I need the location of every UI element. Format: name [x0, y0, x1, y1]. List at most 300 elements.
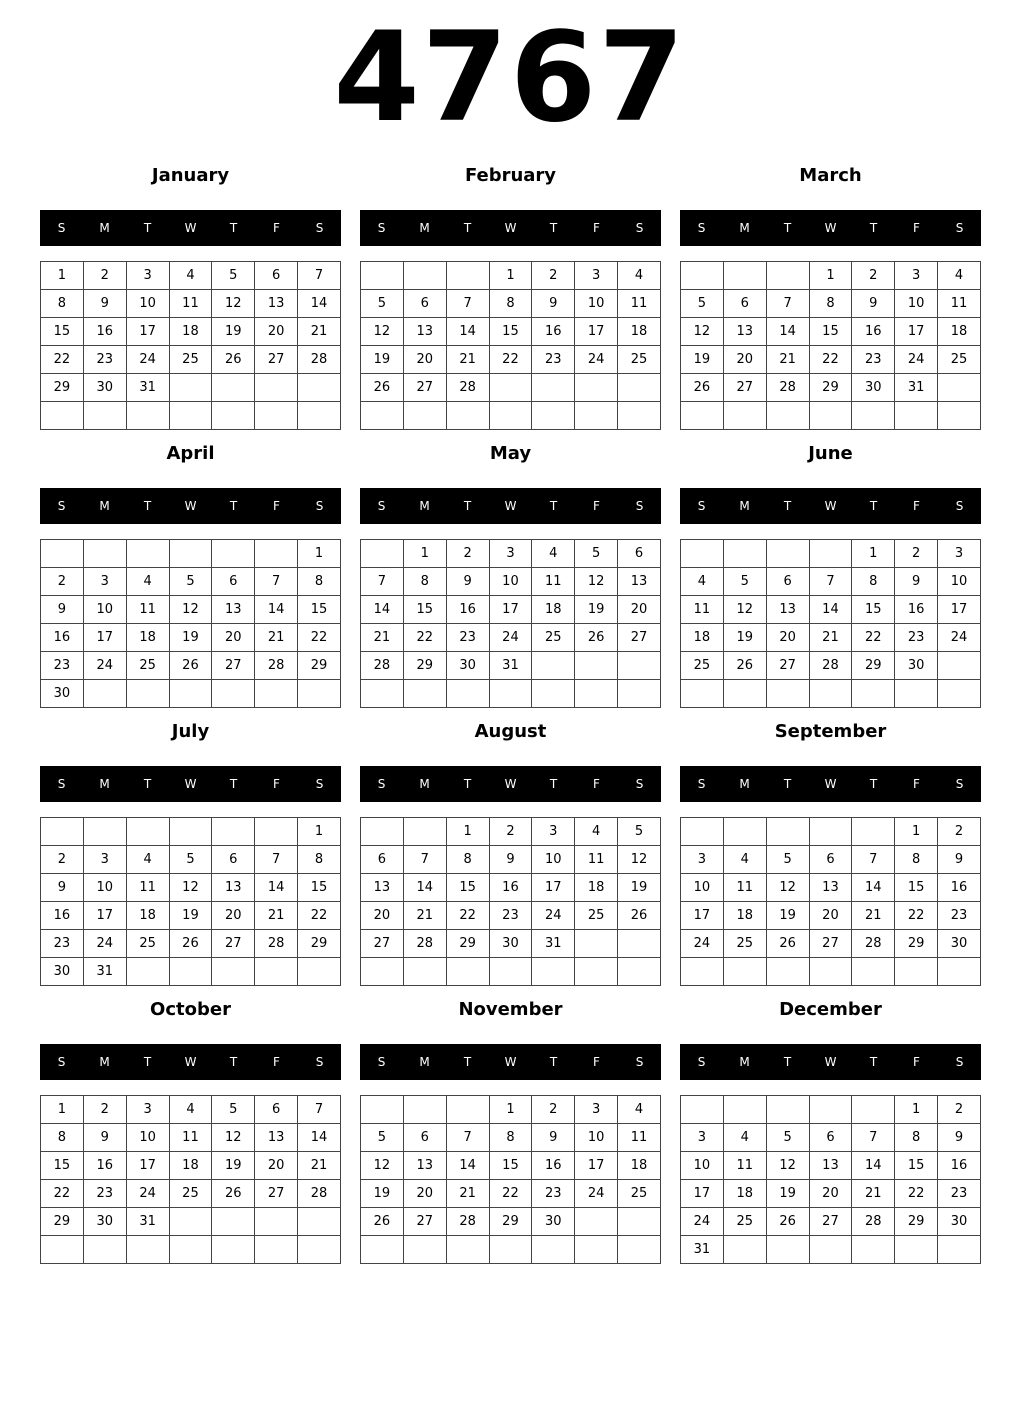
- day-cell: 8: [895, 846, 938, 874]
- empty-day-cell: [938, 958, 981, 986]
- weekday-label: T: [869, 221, 878, 235]
- day-cell: 13: [403, 318, 446, 346]
- week-row: [681, 874, 981, 902]
- weekday-label: S: [955, 777, 964, 791]
- week-row: [361, 874, 661, 902]
- empty-day-cell: [723, 680, 766, 708]
- week-row: [681, 1180, 981, 1208]
- empty-day-cell: [169, 402, 212, 430]
- day-cell: 23: [41, 652, 84, 680]
- weekday-label: S: [697, 1055, 706, 1069]
- day-cell: 17: [895, 318, 938, 346]
- empty-day-cell: [575, 930, 618, 958]
- day-cell: 26: [575, 624, 618, 652]
- weekday-label: T: [549, 499, 558, 513]
- day-cell: 30: [489, 930, 532, 958]
- empty-day-cell: [83, 402, 126, 430]
- weekday-label: T: [143, 221, 152, 235]
- day-cell: 29: [298, 652, 341, 680]
- day-cell: 22: [403, 624, 446, 652]
- weekday-label: S: [377, 777, 386, 791]
- empty-day-cell: [126, 958, 169, 986]
- day-cell: 4: [126, 568, 169, 596]
- day-cell: 5: [575, 540, 618, 568]
- day-cell: 18: [938, 318, 981, 346]
- day-cell: 12: [212, 290, 255, 318]
- empty-day-cell: [169, 1208, 212, 1236]
- day-cell: 3: [83, 846, 126, 874]
- month-title: August: [474, 721, 547, 742]
- day-cell: 7: [852, 846, 895, 874]
- day-cell: 31: [895, 374, 938, 402]
- day-cell: 23: [83, 346, 126, 374]
- day-cell: 24: [895, 346, 938, 374]
- day-cell: 29: [852, 652, 895, 680]
- weekday-label: W: [504, 1055, 517, 1069]
- day-cell: 18: [169, 1152, 212, 1180]
- week-row: [361, 902, 661, 930]
- week-row: [681, 1236, 981, 1264]
- day-cell: 9: [83, 290, 126, 318]
- empty-day-cell: [618, 1236, 661, 1264]
- weekday-label: S: [57, 777, 66, 791]
- weekday-label: T: [783, 499, 792, 513]
- week-row: [681, 1096, 981, 1124]
- day-cell: 7: [852, 1124, 895, 1152]
- week-row: [41, 958, 341, 986]
- day-cell: 14: [255, 874, 298, 902]
- day-cell: 6: [618, 540, 661, 568]
- weekday-header: [680, 766, 981, 802]
- day-cell: 5: [361, 1124, 404, 1152]
- day-cell: 18: [723, 1180, 766, 1208]
- week-row: [681, 624, 981, 652]
- empty-day-cell: [809, 540, 852, 568]
- empty-day-cell: [361, 1236, 404, 1264]
- weekday-label: M: [739, 1055, 750, 1069]
- day-cell: 15: [809, 318, 852, 346]
- empty-day-cell: [618, 930, 661, 958]
- day-cell: 14: [361, 596, 404, 624]
- week-row: [681, 818, 981, 846]
- empty-day-cell: [361, 262, 404, 290]
- empty-day-cell: [809, 1096, 852, 1124]
- day-cell: 7: [361, 568, 404, 596]
- day-cell: 21: [361, 624, 404, 652]
- day-cell: 31: [83, 958, 126, 986]
- empty-day-cell: [895, 402, 938, 430]
- day-cell: 1: [41, 262, 84, 290]
- empty-day-cell: [41, 1236, 84, 1264]
- empty-day-cell: [532, 1236, 575, 1264]
- day-cell: 1: [446, 818, 489, 846]
- day-cell: 12: [766, 1152, 809, 1180]
- weekday-label: S: [377, 499, 386, 513]
- day-cell: 16: [489, 874, 532, 902]
- day-cell: 9: [938, 1124, 981, 1152]
- day-cell: 22: [489, 1180, 532, 1208]
- week-row: [681, 346, 981, 374]
- day-cell: 16: [852, 318, 895, 346]
- day-cell: 19: [169, 902, 212, 930]
- empty-day-cell: [403, 1096, 446, 1124]
- day-cell: 30: [41, 958, 84, 986]
- empty-day-cell: [361, 818, 404, 846]
- week-row: [361, 958, 661, 986]
- day-cell: 18: [575, 874, 618, 902]
- day-cell: 11: [618, 290, 661, 318]
- empty-day-cell: [255, 1208, 298, 1236]
- week-row: [41, 1236, 341, 1264]
- day-cell: 19: [766, 902, 809, 930]
- day-cell: 24: [575, 1180, 618, 1208]
- empty-day-cell: [532, 652, 575, 680]
- day-cell: 31: [126, 1208, 169, 1236]
- day-cell: 2: [938, 1096, 981, 1124]
- day-cell: 2: [83, 262, 126, 290]
- day-cell: 31: [489, 652, 532, 680]
- weekday-label: S: [635, 1055, 644, 1069]
- week-row: [681, 846, 981, 874]
- week-row: [361, 930, 661, 958]
- week-row: [361, 680, 661, 708]
- day-cell: 18: [618, 318, 661, 346]
- day-cell: 29: [809, 374, 852, 402]
- weekday-label: M: [419, 777, 430, 791]
- day-cell: 19: [169, 624, 212, 652]
- day-cell: 27: [403, 1208, 446, 1236]
- day-cell: 7: [446, 290, 489, 318]
- empty-day-cell: [723, 958, 766, 986]
- week-row: [681, 652, 981, 680]
- day-cell: 7: [298, 262, 341, 290]
- day-cell: 25: [723, 930, 766, 958]
- empty-day-cell: [895, 1236, 938, 1264]
- weekday-label: M: [99, 499, 110, 513]
- week-row: [361, 1152, 661, 1180]
- empty-day-cell: [169, 818, 212, 846]
- day-cell: 8: [852, 568, 895, 596]
- day-grid: [680, 261, 981, 430]
- day-cell: 29: [489, 1208, 532, 1236]
- day-cell: 27: [403, 374, 446, 402]
- empty-day-cell: [403, 262, 446, 290]
- empty-day-cell: [126, 402, 169, 430]
- day-cell: 24: [681, 930, 724, 958]
- weekday-label: M: [99, 1055, 110, 1069]
- day-cell: 18: [681, 624, 724, 652]
- day-cell: 8: [446, 846, 489, 874]
- empty-day-cell: [766, 1236, 809, 1264]
- day-cell: 21: [766, 346, 809, 374]
- empty-day-cell: [489, 374, 532, 402]
- day-cell: 18: [126, 624, 169, 652]
- day-cell: 1: [895, 818, 938, 846]
- day-cell: 15: [852, 596, 895, 624]
- week-row: [361, 262, 661, 290]
- day-cell: 28: [852, 930, 895, 958]
- weekday-label: M: [739, 499, 750, 513]
- day-cell: 4: [618, 1096, 661, 1124]
- day-cell: 13: [618, 568, 661, 596]
- day-cell: 17: [126, 1152, 169, 1180]
- weekday-label: T: [549, 221, 558, 235]
- week-row: [361, 568, 661, 596]
- day-cell: 30: [83, 374, 126, 402]
- day-cell: 16: [446, 596, 489, 624]
- day-cell: 8: [298, 846, 341, 874]
- day-cell: 6: [766, 568, 809, 596]
- empty-day-cell: [489, 680, 532, 708]
- day-cell: 25: [169, 346, 212, 374]
- day-cell: 10: [126, 1124, 169, 1152]
- week-row: [681, 680, 981, 708]
- empty-day-cell: [403, 1236, 446, 1264]
- weekday-label: S: [315, 1055, 324, 1069]
- day-cell: 14: [446, 318, 489, 346]
- empty-day-cell: [83, 680, 126, 708]
- day-cell: 14: [852, 874, 895, 902]
- month-title: November: [458, 999, 563, 1020]
- empty-day-cell: [938, 680, 981, 708]
- day-cell: 9: [41, 596, 84, 624]
- empty-day-cell: [212, 402, 255, 430]
- month-title: July: [171, 721, 210, 742]
- day-cell: 10: [575, 290, 618, 318]
- day-cell: 27: [723, 374, 766, 402]
- day-cell: 11: [532, 568, 575, 596]
- empty-day-cell: [126, 1236, 169, 1264]
- empty-day-cell: [723, 262, 766, 290]
- empty-day-cell: [403, 818, 446, 846]
- day-cell: 12: [766, 874, 809, 902]
- week-row: [361, 540, 661, 568]
- day-cell: 26: [723, 652, 766, 680]
- weekday-header: [680, 210, 981, 246]
- day-cell: 14: [809, 596, 852, 624]
- day-cell: 6: [723, 290, 766, 318]
- weekday-label: T: [463, 777, 472, 791]
- day-cell: 6: [255, 1096, 298, 1124]
- weekday-label: T: [869, 499, 878, 513]
- day-cell: 28: [298, 1180, 341, 1208]
- empty-day-cell: [212, 1236, 255, 1264]
- empty-day-cell: [298, 374, 341, 402]
- day-cell: 26: [681, 374, 724, 402]
- week-row: [41, 318, 341, 346]
- week-row: [41, 568, 341, 596]
- week-row: [361, 318, 661, 346]
- month-title: October: [150, 999, 231, 1020]
- day-cell: 12: [169, 596, 212, 624]
- week-row: [41, 290, 341, 318]
- day-cell: 20: [809, 1180, 852, 1208]
- day-cell: 23: [852, 346, 895, 374]
- day-cell: 19: [723, 624, 766, 652]
- day-cell: 14: [298, 1124, 341, 1152]
- empty-day-cell: [681, 958, 724, 986]
- day-cell: 20: [361, 902, 404, 930]
- empty-day-cell: [575, 958, 618, 986]
- day-cell: 20: [255, 1152, 298, 1180]
- day-cell: 4: [169, 1096, 212, 1124]
- day-cell: 21: [809, 624, 852, 652]
- weekday-label: F: [273, 1055, 280, 1069]
- day-cell: 17: [126, 318, 169, 346]
- day-cell: 19: [212, 318, 255, 346]
- day-cell: 13: [809, 874, 852, 902]
- empty-day-cell: [83, 818, 126, 846]
- day-cell: 27: [212, 930, 255, 958]
- weekday-label: M: [99, 777, 110, 791]
- day-cell: 29: [895, 1208, 938, 1236]
- day-cell: 8: [809, 290, 852, 318]
- week-row: [41, 1096, 341, 1124]
- day-cell: 10: [83, 596, 126, 624]
- day-cell: 30: [938, 930, 981, 958]
- weekday-label: M: [99, 221, 110, 235]
- week-row: [41, 540, 341, 568]
- year-title: 4767: [333, 6, 687, 150]
- weekday-label: M: [419, 1055, 430, 1069]
- month-title: December: [779, 999, 882, 1020]
- day-cell: 3: [575, 1096, 618, 1124]
- day-cell: 1: [41, 1096, 84, 1124]
- empty-day-cell: [83, 540, 126, 568]
- empty-day-cell: [298, 402, 341, 430]
- weekday-label: S: [315, 777, 324, 791]
- day-cell: 23: [83, 1180, 126, 1208]
- day-cell: 3: [83, 568, 126, 596]
- day-cell: 6: [403, 1124, 446, 1152]
- day-cell: 30: [895, 652, 938, 680]
- weekday-label: T: [783, 1055, 792, 1069]
- day-cell: 6: [809, 1124, 852, 1152]
- empty-day-cell: [618, 652, 661, 680]
- day-cell: 19: [212, 1152, 255, 1180]
- day-cell: 13: [361, 874, 404, 902]
- day-cell: 4: [169, 262, 212, 290]
- empty-day-cell: [766, 818, 809, 846]
- day-cell: 26: [169, 930, 212, 958]
- day-cell: 2: [532, 262, 575, 290]
- day-grid: [360, 261, 661, 430]
- week-row: [361, 346, 661, 374]
- weekday-label: W: [824, 499, 837, 513]
- day-cell: 26: [766, 1208, 809, 1236]
- day-grid: [40, 817, 341, 986]
- day-grid: [40, 539, 341, 708]
- day-cell: 28: [809, 652, 852, 680]
- weekday-label: T: [463, 221, 472, 235]
- day-cell: 1: [809, 262, 852, 290]
- day-cell: 5: [212, 262, 255, 290]
- day-cell: 30: [852, 374, 895, 402]
- empty-day-cell: [766, 402, 809, 430]
- day-cell: 12: [575, 568, 618, 596]
- day-cell: 21: [403, 902, 446, 930]
- day-cell: 9: [83, 1124, 126, 1152]
- empty-day-cell: [446, 262, 489, 290]
- day-cell: 14: [766, 318, 809, 346]
- weekday-label: W: [184, 221, 197, 235]
- weekday-header: [40, 1044, 341, 1080]
- day-cell: 23: [532, 346, 575, 374]
- day-cell: 25: [723, 1208, 766, 1236]
- empty-day-cell: [169, 680, 212, 708]
- empty-day-cell: [852, 680, 895, 708]
- day-cell: 25: [126, 652, 169, 680]
- weekday-label: S: [955, 499, 964, 513]
- day-cell: 24: [126, 346, 169, 374]
- day-cell: 13: [723, 318, 766, 346]
- week-row: [681, 290, 981, 318]
- empty-day-cell: [575, 680, 618, 708]
- empty-day-cell: [809, 818, 852, 846]
- week-row: [361, 652, 661, 680]
- weekday-label: F: [593, 1055, 600, 1069]
- day-cell: 23: [532, 1180, 575, 1208]
- day-cell: 6: [809, 846, 852, 874]
- weekday-label: W: [184, 1055, 197, 1069]
- day-cell: 14: [403, 874, 446, 902]
- day-cell: 22: [298, 902, 341, 930]
- weekday-label: S: [955, 221, 964, 235]
- empty-day-cell: [446, 402, 489, 430]
- weekday-label: S: [315, 499, 324, 513]
- weekday-header: [360, 766, 661, 802]
- day-cell: 10: [83, 874, 126, 902]
- weekday-label: F: [273, 221, 280, 235]
- empty-day-cell: [938, 1236, 981, 1264]
- weekday-label: T: [463, 1055, 472, 1069]
- day-cell: 24: [681, 1208, 724, 1236]
- day-cell: 8: [489, 290, 532, 318]
- day-cell: 21: [298, 1152, 341, 1180]
- empty-day-cell: [809, 402, 852, 430]
- day-cell: 28: [298, 346, 341, 374]
- day-cell: 25: [938, 346, 981, 374]
- empty-day-cell: [255, 402, 298, 430]
- day-cell: 4: [681, 568, 724, 596]
- empty-day-cell: [212, 818, 255, 846]
- week-row: [41, 1152, 341, 1180]
- day-cell: 29: [41, 1208, 84, 1236]
- week-row: [361, 596, 661, 624]
- week-row: [41, 596, 341, 624]
- day-cell: 2: [895, 540, 938, 568]
- day-cell: 1: [298, 540, 341, 568]
- weekday-label: T: [783, 221, 792, 235]
- day-cell: 21: [255, 902, 298, 930]
- day-cell: 22: [446, 902, 489, 930]
- empty-day-cell: [681, 540, 724, 568]
- day-cell: 15: [895, 1152, 938, 1180]
- empty-day-cell: [255, 1236, 298, 1264]
- empty-day-cell: [681, 818, 724, 846]
- month-title: May: [489, 443, 532, 464]
- day-cell: 9: [446, 568, 489, 596]
- empty-day-cell: [809, 958, 852, 986]
- week-row: [41, 680, 341, 708]
- day-cell: 25: [169, 1180, 212, 1208]
- day-cell: 12: [169, 874, 212, 902]
- day-cell: 7: [446, 1124, 489, 1152]
- day-cell: 11: [169, 1124, 212, 1152]
- day-cell: 1: [852, 540, 895, 568]
- day-cell: 26: [361, 1208, 404, 1236]
- day-cell: 20: [766, 624, 809, 652]
